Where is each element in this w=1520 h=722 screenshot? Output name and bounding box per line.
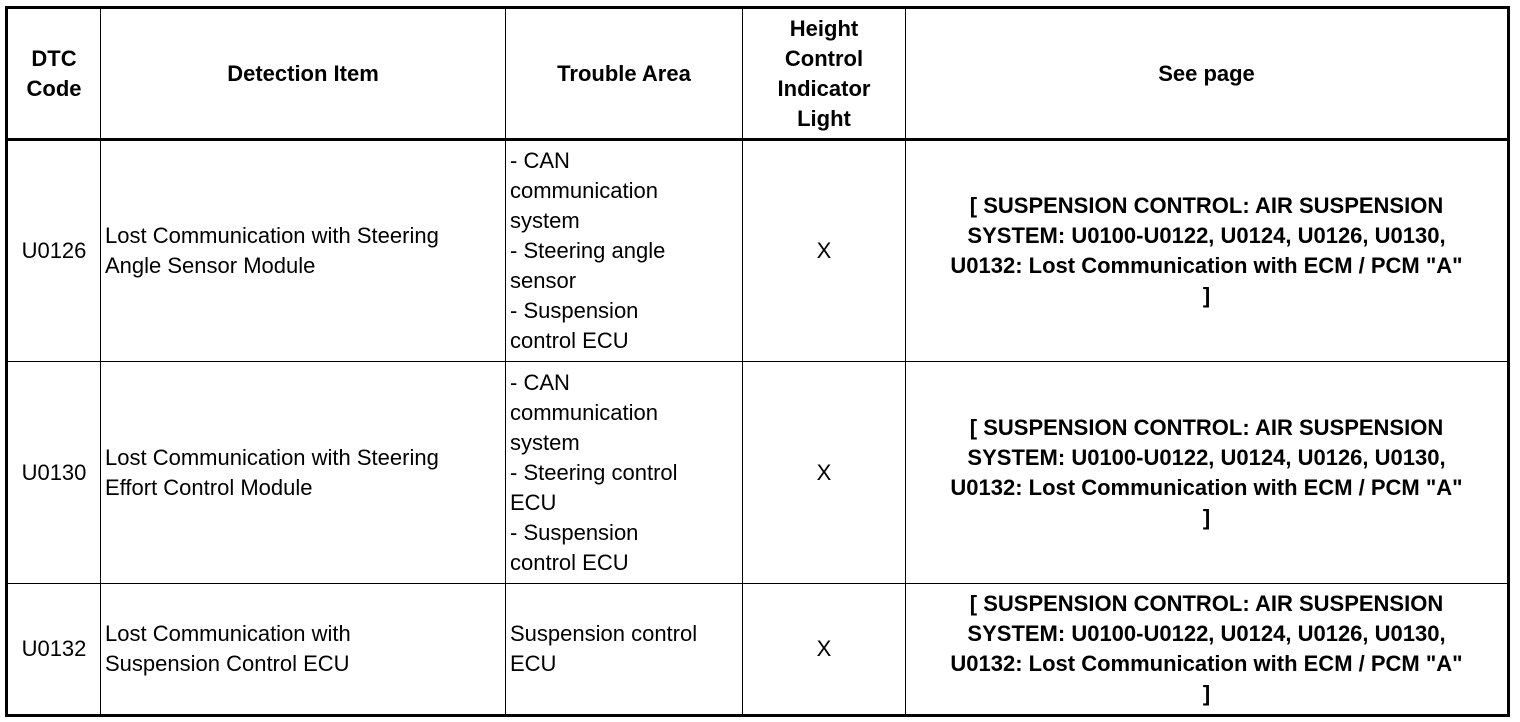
detection-item-cell: Lost Communication with Steering Effort Control Module bbox=[101, 362, 506, 584]
trouble-area-cell: Suspension control ECU bbox=[506, 584, 743, 716]
indicator-light-cell: X bbox=[743, 584, 906, 716]
see-page-link[interactable]: [ SUSPENSION CONTROL: AIR SUSPENSION SYSTEM: U0100-U0122, U0124, U0126, U0130, U0132: Lost Communication with ECM / PCM "A" ] bbox=[906, 362, 1509, 584]
see-page-link[interactable]: [ SUSPENSION CONTROL: AIR SUSPENSION SYSTEM: U0100-U0122, U0124, U0126, U0130, U0132: Lost Communication with ECM / PCM "A" ] bbox=[906, 140, 1509, 362]
indicator-light-cell: X bbox=[743, 362, 906, 584]
header-dtc-code: DTC Code bbox=[7, 8, 101, 140]
header-indicator-light: Height Control Indicator Light bbox=[743, 8, 906, 140]
indicator-light-cell: X bbox=[743, 140, 906, 362]
detection-item-cell: Lost Communication with Steering Angle Sensor Module bbox=[101, 140, 506, 362]
dtc-code-cell: U0132 bbox=[7, 584, 101, 716]
table-row bbox=[7, 584, 1509, 716]
table-row bbox=[7, 362, 1509, 584]
table-row bbox=[7, 140, 1509, 362]
header-detection-item: Detection Item bbox=[101, 8, 506, 140]
header-row bbox=[7, 8, 1509, 140]
dtc-code-cell: U0130 bbox=[7, 362, 101, 584]
trouble-area-cell: - CAN communication system - Steering control ECU - Suspension control ECU bbox=[506, 362, 743, 584]
dtc-code-cell: U0126 bbox=[7, 140, 101, 362]
header-see-page: See page bbox=[906, 8, 1509, 140]
header-trouble-area: Trouble Area bbox=[506, 8, 743, 140]
trouble-area-cell: - CAN communication system - Steering angle sensor - Suspension control ECU bbox=[506, 140, 743, 362]
see-page-link[interactable]: [ SUSPENSION CONTROL: AIR SUSPENSION SYSTEM: U0100-U0122, U0124, U0126, U0130, U0132: Lost Communication with ECM / PCM "A" ] bbox=[906, 584, 1509, 716]
dtc-table bbox=[5, 6, 1510, 717]
detection-item-cell: Lost Communication with Suspension Control ECU bbox=[101, 584, 506, 716]
